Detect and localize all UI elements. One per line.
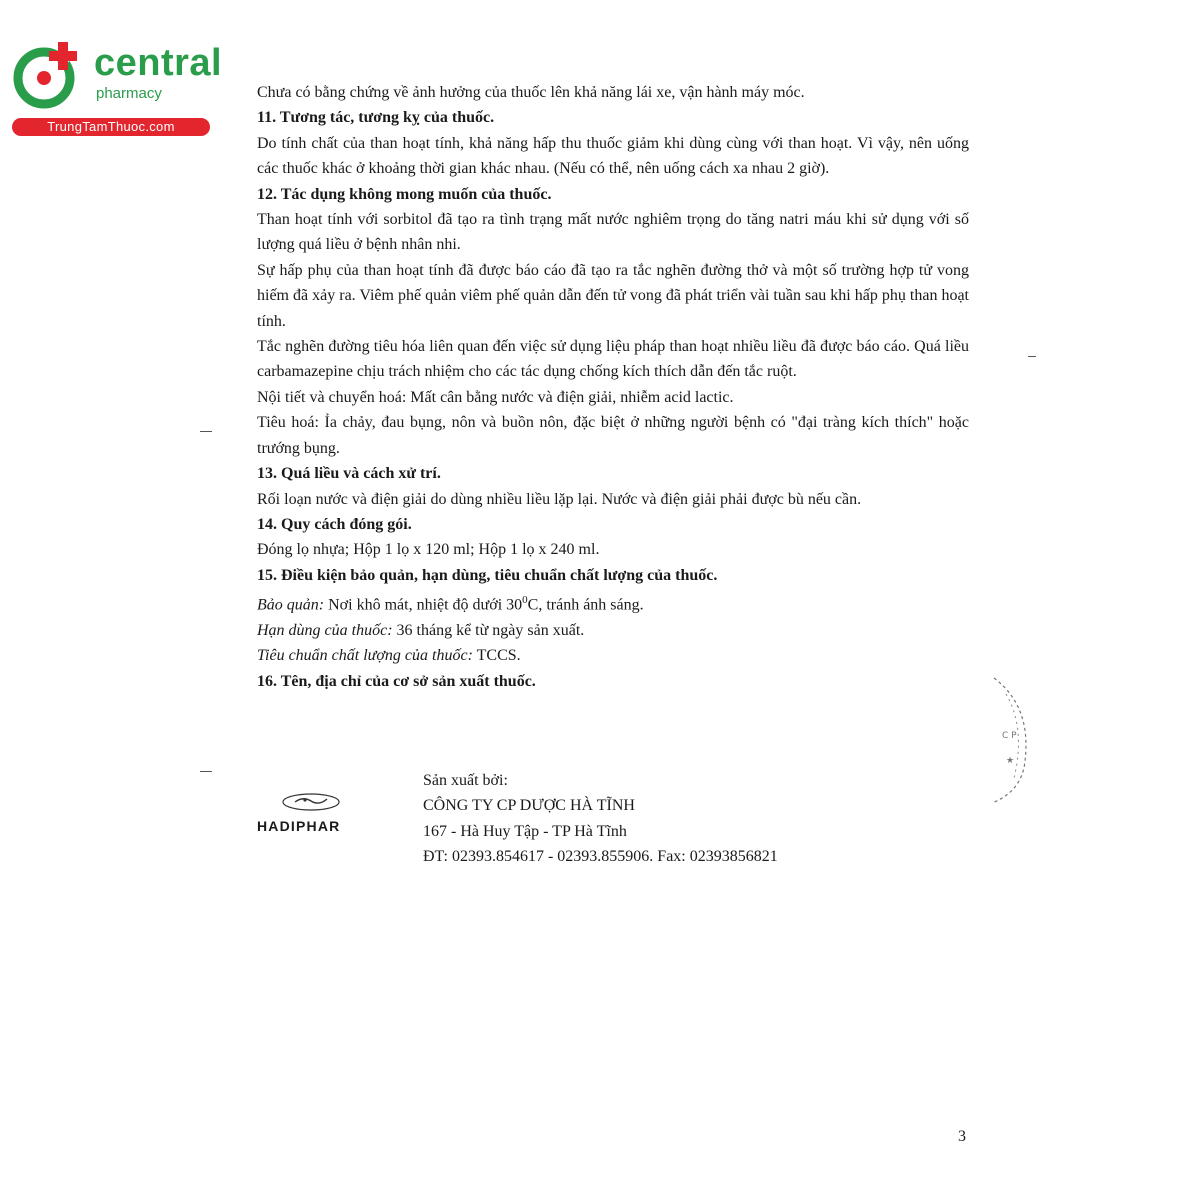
storage-value-b: C, tránh ánh sáng.	[527, 596, 644, 614]
svg-text:★: ★	[1006, 756, 1015, 766]
section-14-title: 14. Quy cách đóng gói.	[257, 515, 412, 533]
section-11-title: 11. Tương tác, tương kỵ của thuốc.	[257, 109, 495, 127]
central-pharmacy-logo	[8, 38, 223, 138]
scan-mark	[1028, 356, 1036, 357]
page-number: 3	[958, 1128, 966, 1145]
hadiphar-emblem-icon	[281, 790, 341, 812]
stamp-mark-icon	[984, 668, 1044, 808]
standard-label: Tiêu chuẩn chất lượng của thuốc:	[257, 647, 473, 665]
driving-note: Chưa có bằng chứng về ảnh hưởng của thuốc lên khả năng lái xe, vận hành máy móc.	[257, 84, 805, 101]
company-name: CÔNG TY CP DƯỢC HÀ TĨNH	[423, 797, 635, 815]
company-phone: ĐT: 02393.854617 - 02393.855906. Fax: 02393856821	[423, 848, 778, 866]
section-12-para-1: Than hoạt tính với sorbitol đã tạo ra tình trạng mất nước nghiêm trọng do tăng natri máu khi sử dụng với số lượng quá liều ở bệnh nhân nhi.	[257, 211, 969, 254]
expiry-label: Hạn dùng của thuốc:	[257, 621, 393, 639]
storage-value-a: Nơi khô mát, nhiệt độ dưới 30	[324, 596, 523, 614]
storage-line	[257, 588, 969, 618]
company-address: 167 - Hà Huy Tập - TP Hà Tĩnh	[423, 822, 627, 840]
hadiphar-logo	[257, 790, 369, 834]
section-15-title: 15. Điều kiện bảo quản, hạn dùng, tiêu chuẩn chất lượng của thuốc.	[257, 566, 718, 584]
svg-text:C P: C P	[1002, 731, 1017, 741]
storage-degree: 0	[522, 594, 528, 607]
section-12-para-4: Nội tiết và chuyển hoá: Mất cân bằng nước và điện giải, nhiễm acid lactic.	[257, 388, 734, 406]
manufacturer-info	[423, 768, 778, 870]
section-12-title: 12. Tác dụng không mong muốn của thuốc.	[257, 185, 552, 203]
brand-name: central	[94, 42, 223, 84]
hadiphar-logo-text: HADIPHAR	[257, 818, 341, 834]
section-14-text: Đóng lọ nhựa; Hộp 1 lọ x 120 ml; Hộp 1 lọ x 240 ml.	[257, 541, 600, 559]
pharmacy-cross-icon	[10, 38, 86, 114]
section-16-title: 16. Tên, địa chỉ của cơ sở sản xuất thuốc.	[257, 672, 536, 690]
standard-value: TCCS.	[472, 647, 521, 665]
standard-line	[257, 643, 969, 668]
scan-mark	[200, 771, 212, 772]
brand-subtitle: pharmacy	[96, 85, 162, 102]
section-12-para-3: Tắc nghẽn đường tiêu hóa liên quan đến việc sử dụng liệu pháp than hoạt nhiều liều đã được báo cáo. Quá liều carbamazepine chịu trách nhiệm cho các tác dụng chống kích thích dẫn đến tắc ruột.	[257, 338, 969, 381]
section-12-para-5: Tiêu hoá: Ỉa chảy, đau bụng, nôn và buồn nôn, đặc biệt ở những người bệnh có "đại tràng kích thích" hoặc trướng bụng.	[257, 414, 969, 457]
expiry-value: 36 tháng kể từ ngày sản xuất.	[392, 621, 585, 639]
manufacturer-block	[257, 768, 877, 868]
section-13-title: 13. Quá liều và cách xử trí.	[257, 465, 441, 483]
produced-by-label: Sản xuất bởi:	[423, 772, 508, 789]
section-11-text: Do tính chất của than hoạt tính, khả năng hấp thu thuốc giảm khi dùng cùng với than hoạt. Vì vậy, nên uống các thuốc khác ở khoảng thời gian khác nhau. (Nếu có thể, nên uống cách xa nhau 2 giờ).	[257, 134, 969, 178]
leaflet-body	[257, 80, 969, 694]
storage-label: Bảo quản:	[257, 596, 325, 614]
section-13-text: Rối loạn nước và điện giải do dùng nhiều liều lặp lại. Nước và điện giải phải được bù nếu cần.	[257, 490, 862, 508]
expiry-line	[257, 618, 969, 643]
website-badge: TrungTamThuoc.com	[12, 118, 210, 136]
scan-mark	[200, 431, 212, 432]
section-12-para-2: Sự hấp phụ của than hoạt tính đã được báo cáo đã tạo ra tắc nghẽn đường thở và một số trường hợp tử vong hiếm đã xảy ra. Viêm phế quản viêm phế quản dẫn đến tử vong đã phát triển vài tuần sau khi hấp phụ than hoạt tính.	[257, 261, 969, 330]
